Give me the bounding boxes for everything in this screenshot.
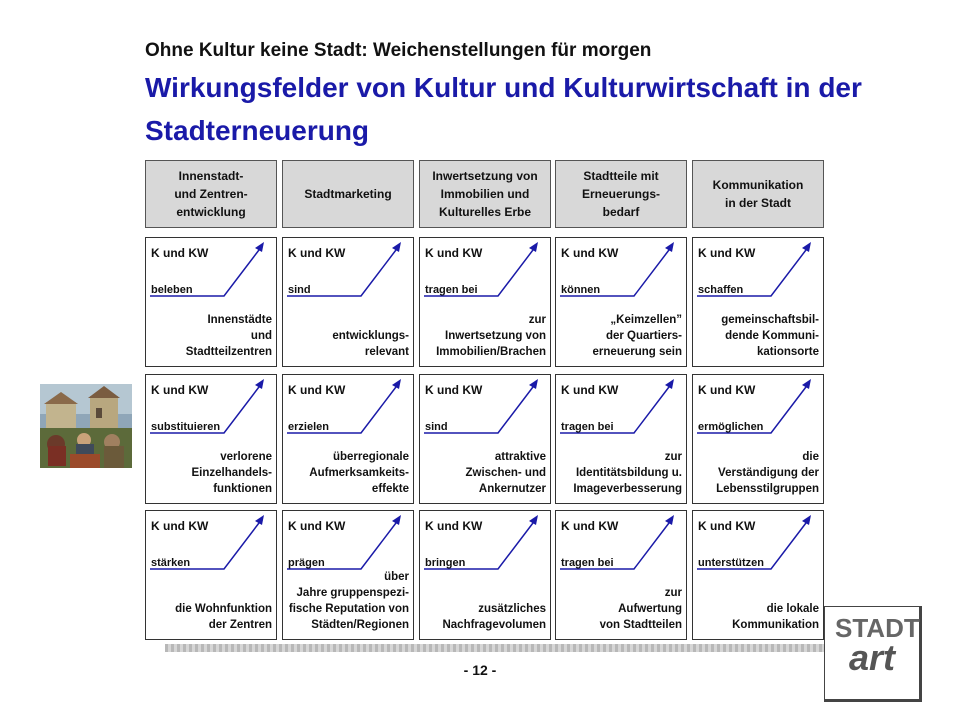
cell-subject: K und KW: [561, 383, 619, 397]
cell-effect-text: gemeinschaftsbil- dende Kommuni- kationsorte: [721, 314, 819, 358]
page-number: - 12 -: [463, 662, 497, 678]
logo-text-top: STADT: [835, 613, 920, 643]
cell-verb: stärken: [151, 557, 191, 569]
cell-effect-text: zur Aufwertung von Stadtteilen: [599, 587, 682, 631]
cell-subject: K und KW: [425, 246, 483, 260]
shadow-divider: [165, 644, 825, 652]
matrix-cell: [282, 510, 414, 640]
column-header-4: Stadtteile mit Erneuerungs- bedarf: [555, 160, 687, 228]
cell-verb: unterstützen: [698, 557, 764, 569]
matrix-cell: [692, 237, 824, 367]
cell-effect-text: entwicklungs- relevant: [332, 330, 409, 358]
cell-subject: K und KW: [288, 519, 346, 533]
cell-effect-text: die Wohnfunktion der Zentren: [175, 603, 272, 631]
matrix-cell: [692, 374, 824, 504]
column-header-3: Inwertsetzung von Immobilien und Kulturelles Erbe: [419, 160, 551, 228]
matrix-cell: [145, 237, 277, 367]
matrix-cell: [145, 510, 277, 640]
matrix-cell: [419, 374, 551, 504]
cell-effect-text: zur Inwertsetzung von Immobilien/Brachen: [436, 314, 546, 358]
column-header-5: Kommunikation in der Stadt: [692, 160, 824, 228]
cell-subject: K und KW: [288, 246, 346, 260]
cell-verb: tragen bei: [561, 557, 614, 569]
cell-effect-text: attraktive Zwischen- und Ankernutzer: [465, 451, 546, 495]
cell-verb: ermöglichen: [698, 421, 764, 433]
cell-subject: K und KW: [425, 519, 483, 533]
slide-title: Wirkungsfelder von Kultur und Kulturwirtschaft in der Stadterneuerung: [145, 72, 862, 146]
cell-subject: K und KW: [561, 519, 619, 533]
cell-verb: substituieren: [151, 421, 221, 433]
matrix-cell: [419, 510, 551, 640]
cell-effect-text: die Verständigung der Lebensstilgruppen: [716, 451, 819, 495]
matrix-cell: [145, 374, 277, 504]
stadtart-logo: [824, 606, 922, 702]
cell-verb: erzielen: [288, 421, 329, 433]
cell-effect-text: zur Identitätsbildung u. Imageverbesserung: [573, 451, 682, 495]
cell-subject: K und KW: [425, 383, 483, 397]
cell-verb: können: [561, 284, 601, 296]
cell-verb: beleben: [151, 284, 193, 296]
cell-effect-text: überregionale Aufmerksamkeits- effekte: [309, 451, 409, 495]
cell-effect-text: über Jahre gruppenspezi- fische Reputation von Städten/Regionen: [288, 571, 409, 631]
cell-subject: K und KW: [561, 246, 619, 260]
cell-subject: K und KW: [698, 246, 756, 260]
matrix-cell: [282, 237, 414, 367]
cell-effect-text: verlorene Einzelhandels- funktionen: [191, 451, 272, 495]
matrix-cell: [692, 510, 824, 640]
cell-effect-text: zusätzliches Nachfragevolumen: [442, 603, 546, 631]
matrix-cell: [282, 374, 414, 504]
matrix-cell: [419, 237, 551, 367]
cell-verb: tragen bei: [425, 284, 478, 296]
cell-effect-text: „Keimzellen” der Quartiers- erneuerung sein: [592, 314, 682, 358]
cell-effect-text: Innenstädte und Stadtteilzentren: [185, 314, 272, 358]
medieval-scene-photo: [40, 384, 132, 468]
matrix-cell: [555, 237, 687, 367]
cell-subject: K und KW: [151, 383, 209, 397]
cell-effect-text: die lokale Kommunikation: [732, 603, 819, 631]
cell-verb: tragen bei: [561, 421, 614, 433]
matrix-cell: [555, 374, 687, 504]
cell-subject: K und KW: [151, 519, 209, 533]
column-header-2: Stadtmarketing: [282, 160, 414, 228]
cell-subject: K und KW: [151, 246, 209, 260]
cell-subject: K und KW: [698, 383, 756, 397]
cell-subject: K und KW: [698, 519, 756, 533]
cell-verb: prägen: [288, 557, 325, 569]
cell-verb: bringen: [425, 557, 466, 569]
cell-verb: sind: [288, 284, 311, 296]
cell-subject: K und KW: [288, 383, 346, 397]
cell-verb: schaffen: [698, 284, 744, 296]
column-header-1: Innenstadt- und Zentren- entwicklung: [145, 160, 277, 228]
matrix-cell: [555, 510, 687, 640]
slide-subtitle: Ohne Kultur keine Stadt: Weichenstellungen für morgen: [145, 40, 652, 61]
logo-text-bottom: art: [849, 637, 896, 678]
cell-verb: sind: [425, 421, 448, 433]
